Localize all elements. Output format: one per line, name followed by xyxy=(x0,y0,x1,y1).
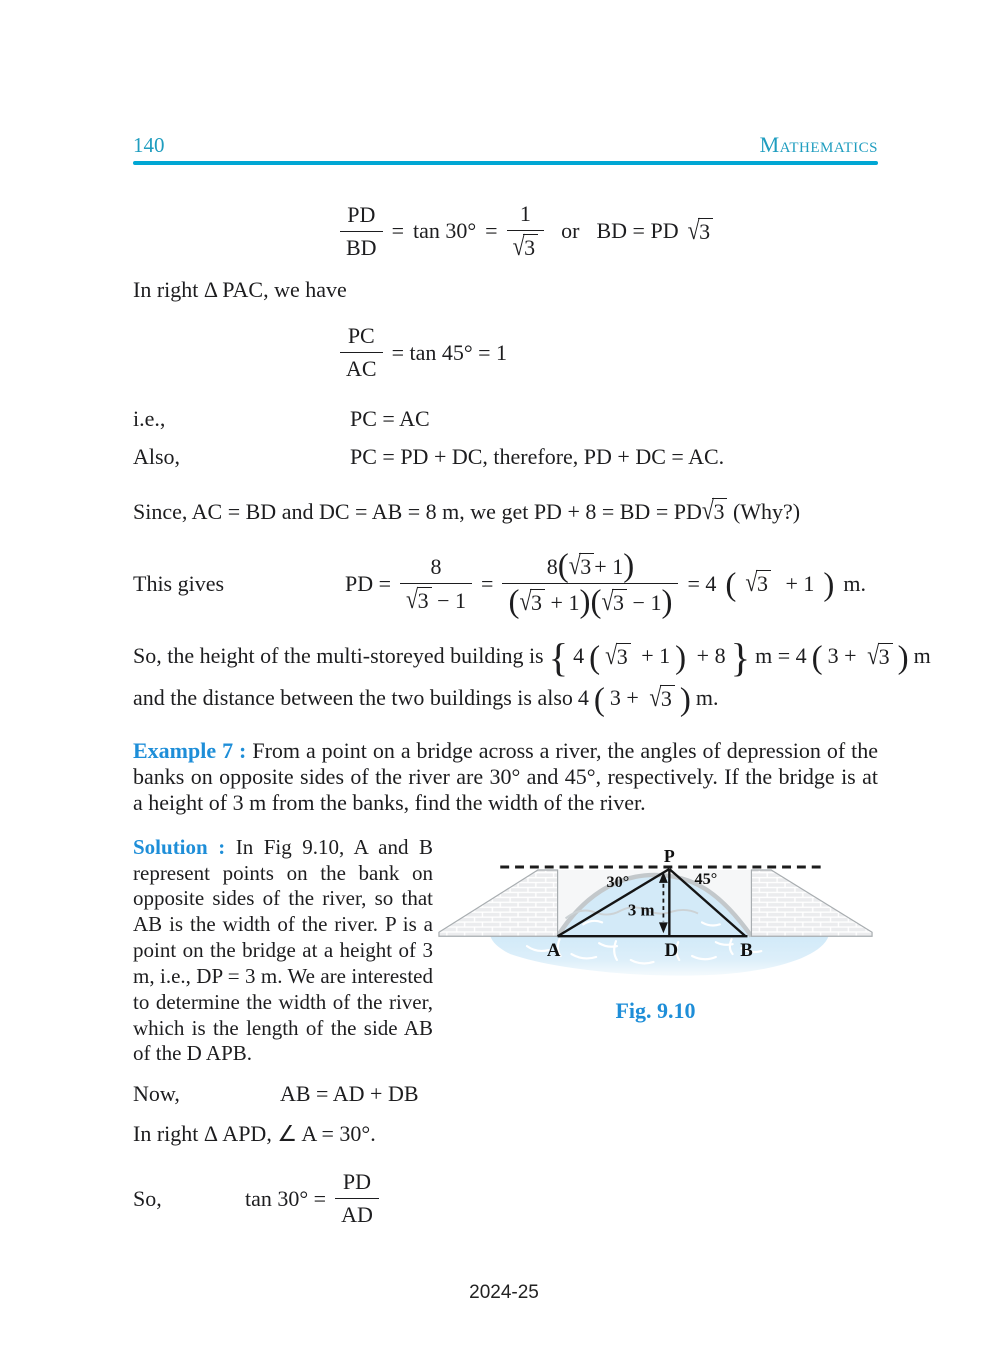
frac-numerator: PC xyxy=(347,323,375,348)
math-token: + 1 xyxy=(594,554,624,579)
line-building-height xyxy=(133,635,931,681)
big-brace: { xyxy=(548,635,569,681)
example-text: From a point on a bridge across a river, the angles of depression of the banks on opposite sides of the river are 30° and 45°, respectively. If the bridge is at a height of 3 m from the banks, find the width of the river. xyxy=(133,737,878,816)
radicand: 3 xyxy=(712,498,727,525)
equation-pd xyxy=(345,547,866,620)
sqrt xyxy=(519,585,545,617)
text-run: Since, AC = BD and DC = AB = 8 m, we get PD + 8 = BD = xyxy=(133,499,674,524)
big-paren: ) xyxy=(675,639,687,676)
big-paren: ) xyxy=(661,583,673,620)
river-water xyxy=(490,931,828,976)
text-run: So, the height of the multi-storeyed building is xyxy=(133,643,544,669)
frac-denominator xyxy=(507,230,545,261)
math-token: or xyxy=(561,218,580,243)
big-paren: ( xyxy=(590,583,602,620)
figure-caption: Fig. 9.10 xyxy=(615,997,696,1023)
math-token: 3 + xyxy=(609,685,645,711)
radical-sign: √ xyxy=(512,230,525,262)
frac-denominator xyxy=(502,583,678,620)
line-building-distance xyxy=(133,681,878,718)
math-token: + 1 xyxy=(545,590,580,615)
line-body: PC = AC xyxy=(350,406,430,431)
big-paren: ( xyxy=(589,639,601,676)
equation-bd xyxy=(340,201,878,261)
frac-numerator xyxy=(541,547,641,584)
big-paren: ( xyxy=(557,547,569,584)
sqrt xyxy=(745,566,771,598)
equation-pc xyxy=(340,323,878,382)
big-paren: ) xyxy=(897,639,909,676)
page-footer: 2024-25 xyxy=(469,1282,539,1303)
line-also xyxy=(133,444,878,470)
fraction-pc-ac xyxy=(340,323,383,382)
frac-numerator: 1 xyxy=(519,201,531,226)
label-d: D xyxy=(664,939,679,961)
radicand: 3 xyxy=(660,685,675,712)
solution-and-figure-row xyxy=(133,835,878,1067)
frac-numerator: PD xyxy=(342,1169,372,1195)
line-right-triangle-apd: In right Δ APD, ∠ A = 30°. xyxy=(133,1121,376,1147)
big-brace: } xyxy=(730,635,751,681)
header-subject: Mathematics xyxy=(759,132,878,157)
math-token: 4 xyxy=(577,685,589,711)
math-token: = tan 45° = 1 xyxy=(391,339,508,365)
big-paren: ) xyxy=(823,566,835,603)
sqrt xyxy=(568,549,595,581)
radical-sign: √ xyxy=(687,214,700,245)
header-rule xyxy=(133,161,878,165)
paragraph-right-triangle-pac: In right Δ PAC, we have xyxy=(133,277,347,302)
page-number: 140 xyxy=(133,133,165,157)
radicand: 3 xyxy=(523,234,538,261)
right-embankment xyxy=(751,870,872,936)
solution-label: Solution : xyxy=(133,834,226,859)
radicand: 3 xyxy=(612,589,627,616)
radical-sign: √ xyxy=(519,585,532,617)
radicand: 3 xyxy=(579,553,594,580)
math-token: tan 30° xyxy=(412,218,477,243)
label-angle-left: 30° xyxy=(606,871,630,891)
math-token: 3 + xyxy=(827,643,863,669)
example-label: Example 7 : xyxy=(133,737,247,763)
math-token: + 1 xyxy=(635,643,671,669)
big-paren: ( xyxy=(593,681,605,718)
fraction-pd-bd xyxy=(340,202,383,261)
line-now xyxy=(133,1081,878,1107)
radicand: 3 xyxy=(530,589,545,616)
fraction-pd-ad xyxy=(335,1169,379,1228)
sqrt xyxy=(406,583,432,614)
math-token: m. xyxy=(843,570,866,596)
radical-sign: √ xyxy=(568,549,581,581)
frac-denominator: AC xyxy=(340,352,383,382)
left-embankment xyxy=(439,870,558,936)
line-label: So, xyxy=(133,1185,162,1211)
radical-sign: √ xyxy=(601,585,614,617)
math-token: + 8 xyxy=(691,643,726,669)
line-since xyxy=(133,494,878,526)
fraction-1-sqrt3 xyxy=(507,201,545,261)
text-run: PD xyxy=(673,499,702,524)
math-token: BD = PD xyxy=(596,218,679,243)
math-token: = xyxy=(481,570,494,596)
math-token: 4 xyxy=(573,643,585,669)
sqrt xyxy=(512,230,539,262)
text-run: (Why?) xyxy=(727,499,801,524)
line-this-gives xyxy=(133,547,878,620)
radical-sign: √ xyxy=(701,494,714,526)
equation-tan30 xyxy=(245,1169,379,1228)
label-angle-right: 45° xyxy=(694,868,718,888)
radicand: 3 xyxy=(756,570,771,597)
radical-sign: √ xyxy=(867,639,880,670)
radical-sign: √ xyxy=(649,681,662,712)
bridge-diagram xyxy=(433,837,878,988)
frac-numerator: PD xyxy=(347,201,376,227)
radical-sign: √ xyxy=(605,639,618,670)
big-paren: ( xyxy=(725,566,737,603)
math-token: + 1 xyxy=(779,570,815,596)
math-token: m = 4 xyxy=(755,643,807,669)
line-label: Also, xyxy=(133,444,181,469)
math-token: = xyxy=(391,218,404,243)
sqrt xyxy=(867,639,893,670)
sqrt xyxy=(605,639,631,670)
text-run: and the distance between the two buildings is also xyxy=(133,685,573,711)
figure-bridge xyxy=(433,835,878,1067)
radical-sign: √ xyxy=(406,583,419,614)
fraction-rationalized xyxy=(502,547,678,620)
fraction-8-over-sqrt3-minus-1 xyxy=(400,554,472,614)
math-token: = 4 xyxy=(687,570,717,596)
math-token: = xyxy=(485,218,498,243)
sqrt xyxy=(601,585,627,617)
page-header xyxy=(133,132,878,158)
label-b: B xyxy=(740,939,753,961)
frac-denominator: BD xyxy=(340,231,383,261)
radicand: 3 xyxy=(616,643,631,670)
frac-denominator xyxy=(400,583,472,614)
sqrt xyxy=(649,681,675,712)
line-label: i.e., xyxy=(133,406,166,431)
radical-sign: √ xyxy=(745,566,758,598)
math-token: m. xyxy=(695,685,719,711)
big-paren: ) xyxy=(579,583,591,620)
big-paren: ) xyxy=(679,681,691,718)
math-token: tan 30° = xyxy=(245,1185,327,1211)
radicand: 3 xyxy=(698,218,713,245)
solution-text: In Fig 9.10, A and B represent points on the bank on opposite sides of the river, so that AB is the width of the river. P is a point on the bridge at a height of 3 m, i.e., DP = 3 m. We are interested to determine the width of the river, which is the length of the side AB of the D APB. xyxy=(133,834,433,1066)
math-token: m xyxy=(913,643,931,669)
example-7-paragraph xyxy=(133,738,878,817)
frac-numerator: 8 xyxy=(430,553,442,579)
line-body: PC = PD + DC, therefore, PD + DC = AC. xyxy=(350,444,725,469)
line-ie xyxy=(133,406,878,432)
frac-denominator: AD xyxy=(335,1198,379,1228)
label-p: P xyxy=(663,845,675,866)
big-paren: ) xyxy=(623,547,635,584)
big-paren: ( xyxy=(508,583,520,620)
sqrt xyxy=(701,494,728,526)
line-body: AB = AD + DB xyxy=(280,1081,419,1107)
math-token: 8 xyxy=(546,554,558,579)
math-token: PD = xyxy=(345,570,392,596)
radicand: 3 xyxy=(878,643,893,670)
label-height: 3 m xyxy=(627,900,655,920)
line-so xyxy=(133,1169,878,1228)
label-a: A xyxy=(546,939,561,961)
sqrt xyxy=(687,214,714,245)
math-token: − 1 xyxy=(431,587,467,613)
big-paren: ( xyxy=(811,639,823,676)
line-label: Now, xyxy=(133,1081,180,1107)
radicand: 3 xyxy=(417,587,432,614)
line-label: This gives xyxy=(133,570,225,596)
solution-paragraph xyxy=(133,835,433,1067)
math-token: − 1 xyxy=(627,590,662,615)
